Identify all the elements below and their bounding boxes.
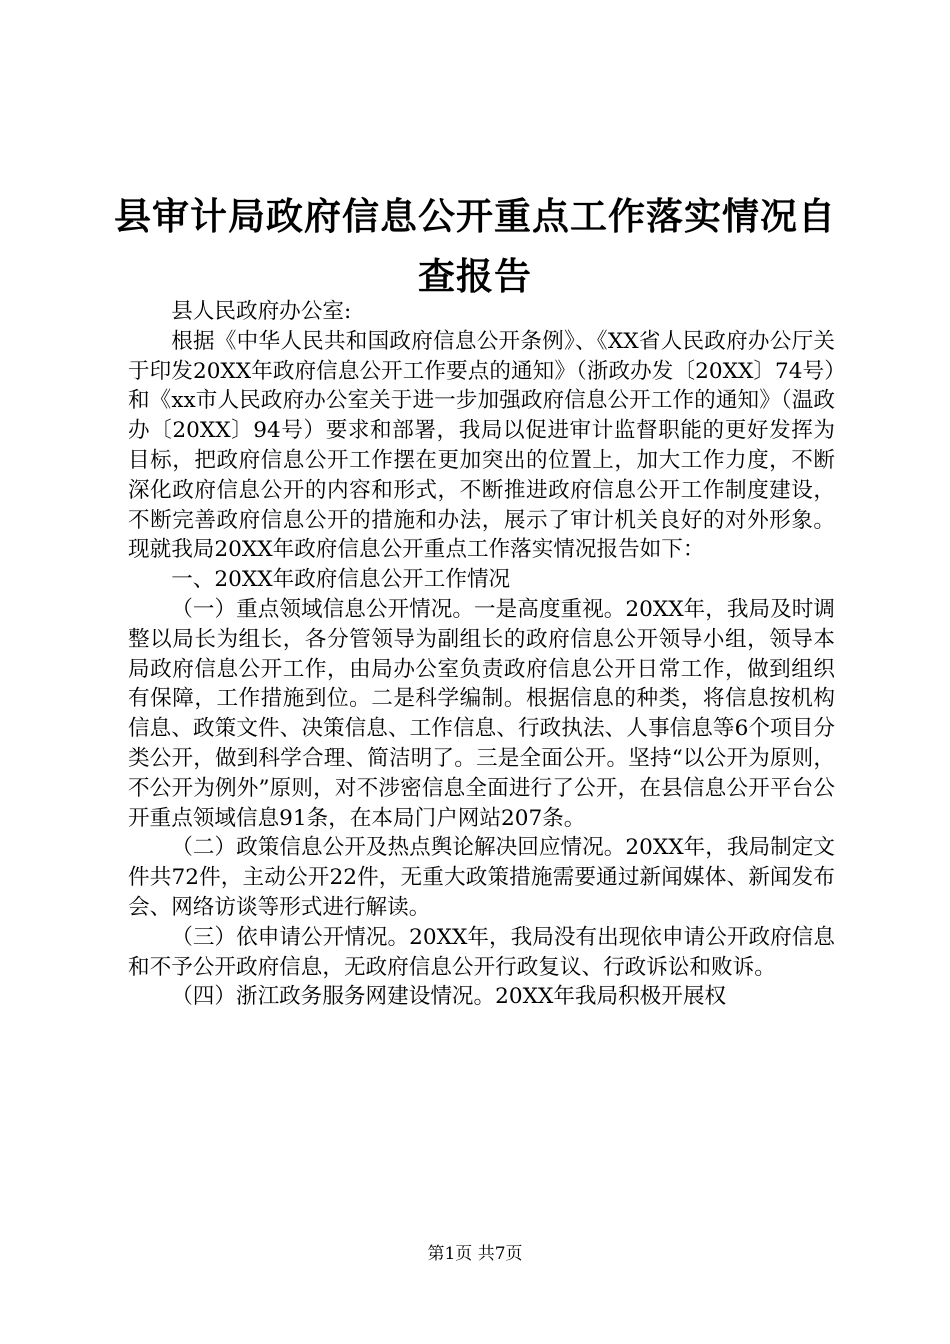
paragraph-intro: 根据《中华人民共和国政府信息公开条例》、《XX省人民政府办公厅关于印发20XX年政府信息公开工作要点的通知》（浙政办发〔20XX〕74号）和《xx市人民政府办公室关于进一步加强政府信息公开工作的通知》（温政办〔20XX〕94号）要求和部署，我局以促进审计监督职能的更好发挥为目标，把政府信息公开工作摆在更加突出的位置上，加大工作力度，不断深化政府信息公开的内容和形式，不断推进政府信息公开工作制度建设，不断完善政府信息公开的措施和办法，展示了审计机关良好的对外形象。现就我局20XX年政府信息公开重点工作落实情况报告如下：	[128, 328, 835, 563]
paragraph-section-2: （二）政策信息公开及热点舆论解决回应情况。20XX年，我局制定文件共72件，主动公开22件，无重大政策措施需要通过新闻媒体、新闻发布会、网络访谈等形式进行解读。	[128, 835, 835, 920]
paragraph-section-4: （四）浙江政务服务网建设情况。20XX年我局积极开展权	[171, 984, 727, 1010]
paragraph-section-1: （一）重点领域信息公开情况。一是高度重视。20XX年，我局及时调整以局长为组长，各分管领导为副组长的政府信息公开领导小组，领导本局政府信息公开工作，由局办公室负责政府信息公开日常工作，做到组织有保障，工作措施到位。二是科学编制。根据信息的种类，将信息按机构信息、政策文件、决策信息、工作信息、行政执法、人事信息等6个项目分类公开，做到科学合理、简洁明了。三是全面公开。坚持“以公开为原则，不公开为例外”原则，对不涉密信息全面进行了公开，在县信息公开平台公开重点领域信息91条，在本局门户网站207条。	[128, 596, 835, 831]
document-title: 县审计局政府信息公开重点工作落实情况自查报告	[114, 194, 836, 298]
salutation: 县人民政府办公室:	[171, 299, 352, 324]
paragraph-section-3: （三）依申请公开情况。20XX年，我局没有出现依申请公开政府信息和不予公开政府信息，无政府信息公开行政复议、行政诉讼和败诉。	[128, 924, 835, 980]
document-body	[128, 297, 835, 1012]
page-number: 第1页 共7页	[427, 1244, 523, 1264]
section-heading: 一、20XX年政府信息公开工作情况	[171, 567, 511, 593]
